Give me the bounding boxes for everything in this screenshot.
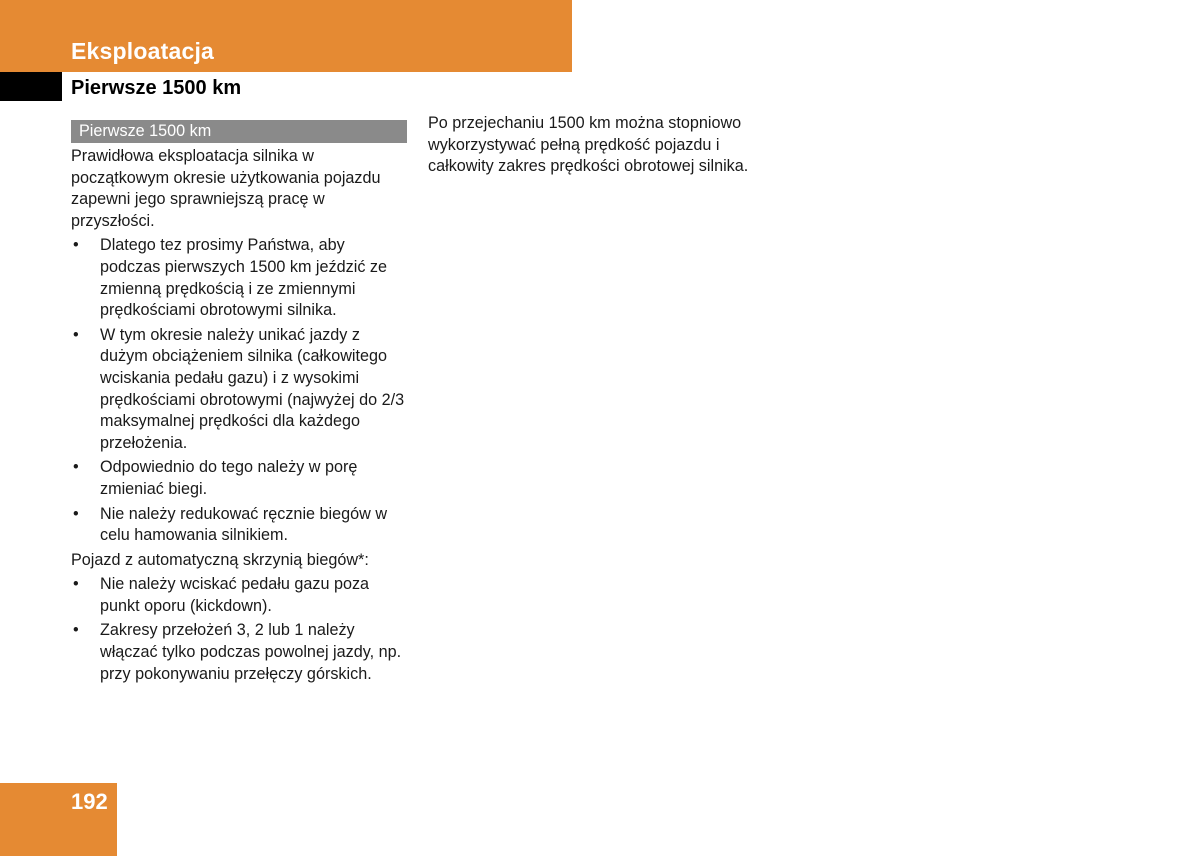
bullet-list [71,235,407,546]
list-item [71,620,407,685]
section-marker [0,72,62,101]
page-number: 192 [71,789,108,814]
list-item [71,235,407,321]
bullet-icon: • [73,621,79,640]
bullet-icon: • [73,458,79,477]
list-item [71,574,407,617]
right-column [428,113,758,181]
bullet-icon: • [73,236,79,255]
list-item-text: Nie należy redukować ręcznie biegów w celu hamowania silnikiem. [100,504,388,545]
automatic-bullet-list [71,574,407,685]
bullet-icon: • [73,504,79,523]
list-item-text: Odpowiednio do tego należy w porę zmieniać biegi. [100,458,358,498]
chapter-title: Eksploatacja [71,38,215,64]
list-item-text: Nie należy wciskać pedału gazu poza punkt oporu (kickdown). [100,575,370,615]
automatic-intro: Pojazd z automatyczną skrzynią biegów*: [71,550,369,569]
list-item-text: Zakresy przełożeń 3, 2 lub 1 należy włączać tylko podczas powolnej jazdy, np. przy pokonywaniu przełęczy górskich. [100,621,402,683]
list-item-text: W tym okresie należy unikać jazdy z dużym obciążeniem silnika (całkowitego wciskania pedału gazu) i z wysokimi prędkościami obrotowymi (najwyżej do 2/3 maksymalnej prędkości dla każdego przełożenia. [100,325,405,452]
section-heading: Pierwsze 1500 km [71,77,242,99]
bullet-icon: • [73,325,79,344]
list-item [71,504,407,547]
subsection-header: Pierwsze 1500 km [71,120,407,143]
list-item [71,457,407,500]
list-item [71,325,407,455]
intro-paragraph: Prawidłowa eksploatacja silnika w początkowym okresie użytkowania pojazdu zapewni jego sprawniejszą pracę w przyszłości. [71,147,381,230]
bullet-icon: • [73,575,79,594]
left-column [71,120,407,688]
right-paragraph: Po przejechaniu 1500 km można stopniowo wykorzystywać pełną prędkość pojazdu i całkowity zakres prędkości obrotowej silnika. [428,114,749,176]
list-item-text: Dlatego tez prosimy Państwa, aby podczas pierwszych 1500 km jeździć ze zmienną prędkością i ze zmiennymi prędkościami obrotowymi silnika. [100,236,388,320]
